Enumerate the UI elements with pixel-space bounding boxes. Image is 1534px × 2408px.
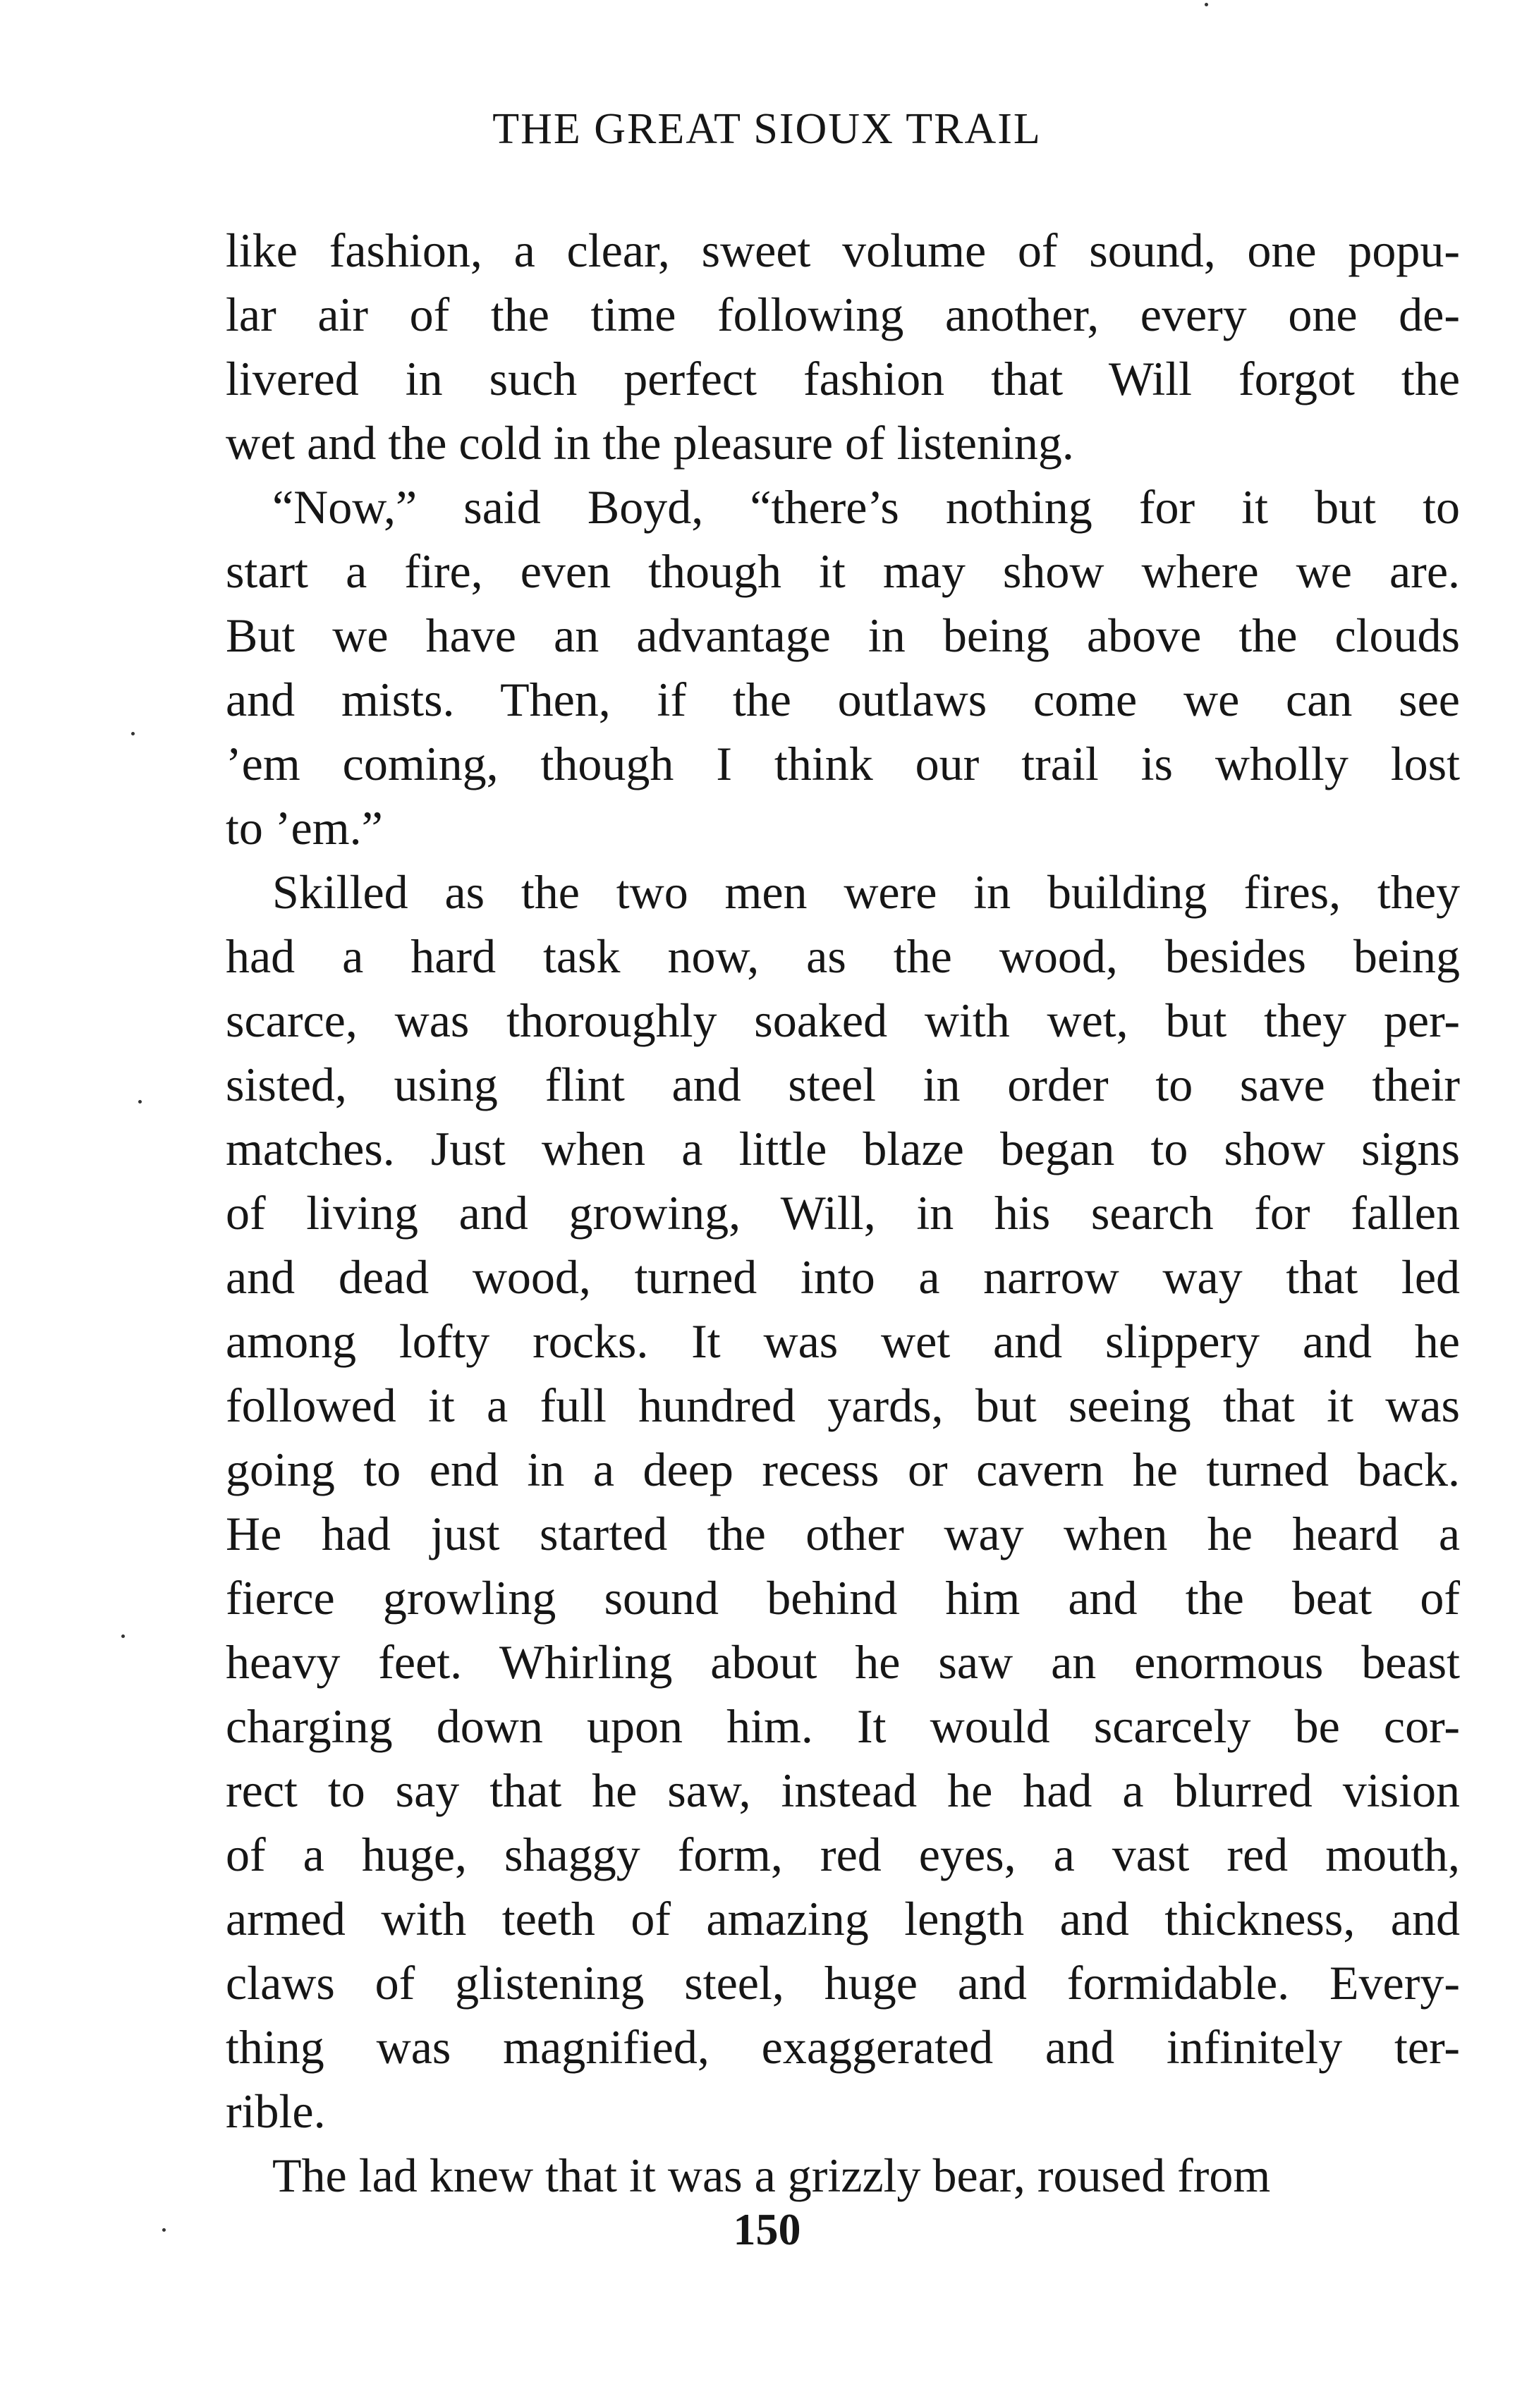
text-line: and mists. Then, if the outlaws come we can see: [226, 673, 1460, 726]
paragraph: [226, 860, 1460, 2144]
running-head: THE GREAT SIOUX TRAIL: [492, 105, 1042, 153]
text-line: charging down upon him. It would scarcely be cor-: [226, 1699, 1460, 1753]
text-line: ’em coming, though I think our trail is wholly lost: [226, 737, 1460, 790]
text-line: of living and growing, Will, in his search for fallen: [226, 1186, 1460, 1240]
text-line: matches. Just when a little blaze began to show signs: [226, 1122, 1460, 1175]
text-line: had a hard task now, as the wood, besides being: [226, 929, 1460, 983]
text-line: like fashion, a clear, sweet volume of sound, one popu-: [226, 224, 1460, 277]
text-line: scarce, was thoroughly soaked with wet, but they per-: [226, 994, 1460, 1047]
text-line: followed it a full hundred yards, but seeing that it was: [226, 1379, 1460, 1432]
scan-speck: [121, 1634, 125, 1638]
text-line: armed with teeth of amazing length and thickness, and: [226, 1892, 1460, 1945]
text-line: wet and the cold in the pleasure of listening.: [226, 416, 1074, 470]
text-line: fierce growling sound behind him and the beat of: [226, 1571, 1460, 1625]
text-line: “Now,” said Boyd, “there’s nothing for it but to: [272, 480, 1460, 534]
text-line: rible.: [226, 2084, 326, 2138]
text-line: He had just started the other way when he heard a: [226, 1507, 1460, 1560]
text-line: lar air of the time following another, every one de-: [226, 288, 1460, 341]
text-block: [226, 219, 1460, 2208]
text-line: thing was magnified, exaggerated and infinitely ter-: [226, 2020, 1460, 2074]
text-line: going to end in a deep recess or cavern he turned back.: [226, 1443, 1460, 1496]
text-line: and dead wood, turned into a narrow way that led: [226, 1250, 1460, 1304]
text-line: The lad knew that it was a grizzly bear, roused from: [272, 2149, 1271, 2202]
text-line: But we have an advantage in being above the clouds: [226, 609, 1460, 662]
paragraph: [226, 2144, 1460, 2208]
text-line: rect to say that he saw, instead he had a blurred vision: [226, 1764, 1460, 1817]
scan-speck: [138, 1100, 142, 1104]
paragraph: [226, 475, 1460, 860]
scan-speck: [162, 2228, 166, 2232]
scan-speck: [131, 732, 135, 735]
text-line: among lofty rocks. It was wet and slippery and he: [226, 1314, 1460, 1368]
scan-speck: [1205, 3, 1208, 6]
page-number: 150: [733, 2204, 801, 2254]
text-line: start a fire, even though it may show where we are.: [226, 544, 1460, 598]
paragraph: [226, 219, 1460, 475]
text-line: sisted, using flint and steel in order to save their: [226, 1058, 1460, 1111]
text-line: heavy feet. Whirling about he saw an enormous beast: [226, 1635, 1460, 1689]
text-line: of a huge, shaggy form, red eyes, a vast red mouth,: [226, 1828, 1460, 1881]
text-line: to ’em.”: [226, 801, 383, 855]
text-line: livered in such perfect fashion that Will forgot the: [226, 352, 1460, 405]
text-line: claws of glistening steel, huge and formidable. Every-: [226, 1956, 1460, 2010]
text-line: Skilled as the two men were in building fires, they: [272, 865, 1460, 919]
